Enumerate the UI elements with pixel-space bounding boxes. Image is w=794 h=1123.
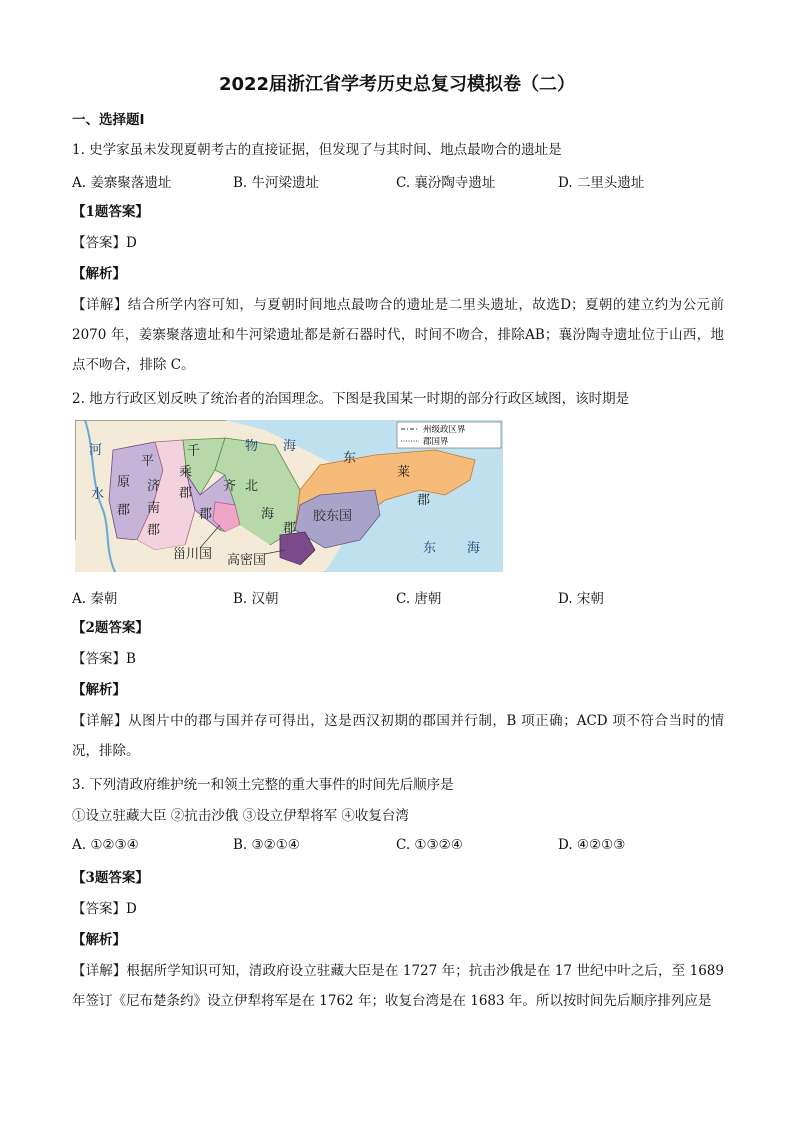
map-label-bohai-2: 海 <box>283 439 297 454</box>
map-label-qiancheng-1: 千 <box>187 444 201 459</box>
q2-stem: 2. 地方行政区划反映了统治者的治国理念。下图是我国某一时期的部分行政区域图，该时期是 <box>72 391 630 407</box>
q1-answer: 【答案】D <box>72 235 137 251</box>
q2-analysis-tag: 【解析】 <box>72 682 126 698</box>
q2-option-d: D. 宋朝 <box>558 591 604 607</box>
q1-stem: 1. 史学家虽未发现夏朝考古的直接证据，但发现了与其时间、地点最吻合的遗址是 <box>72 142 562 158</box>
q2-option-c: C. 唐朝 <box>396 591 442 607</box>
q3-option-c: C. ①③②④ <box>396 837 463 853</box>
q3-stem: 3. 下列清政府维护统一和领土完整的重大事件的时间先后顺序是 <box>72 777 454 793</box>
q3-analysis-tag: 【解析】 <box>72 932 126 948</box>
legend-commandery-boundary: 郡国界 <box>423 437 449 447</box>
q3-detail: 【详解】根据所学知识可知，清政府设立驻藏大臣是在 1727 年；抗击沙俄是在 17 世纪中叶之后，至 1689 年签订《尼布楚条约》设立伊犁将军是在 1762 年；收复台湾是在 1683 年。所以按时间先后顺序排列应是 <box>72 963 724 1009</box>
map-label-he: 河 <box>89 443 103 458</box>
q3-answer: 【答案】D <box>72 901 137 917</box>
page-title: 2022届浙江省学考历史总复习模拟卷（二） <box>218 74 576 95</box>
historical-map <box>75 420 503 572</box>
q3-title-tag: 【3题答案】 <box>72 870 149 886</box>
q3-items: ①设立驻藏大臣 ②抗击沙俄 ③设立伊犁将军 ④收复台湾 <box>72 808 409 824</box>
map-label-zichuan: 甾川国 <box>173 547 213 562</box>
q2-title-tag: 【2题答案】 <box>72 620 149 636</box>
map-label-jiaodong: 胶东国 <box>313 509 353 524</box>
map-label-qi-2: 郡 <box>199 507 213 522</box>
map-label-bohai-1: 物 <box>245 439 259 454</box>
map-label-qi-1: 齐 <box>223 479 237 494</box>
map-label-pingyuan-1: 平 <box>141 454 155 469</box>
q1-analysis-tag: 【解析】 <box>72 266 126 282</box>
q1-option-a: A. 姜寨聚落遗址 <box>72 175 172 191</box>
q2-answer: 【答案】B <box>72 651 136 667</box>
map-label-qiancheng-2: 乘 <box>179 465 193 480</box>
q1-option-b: B. 牛河梁遗址 <box>233 175 320 191</box>
map-label-shui: 水 <box>91 487 105 502</box>
q2-option-b: B. 汉朝 <box>233 591 279 607</box>
map-label-donglai-3: 郡 <box>417 493 431 508</box>
map-label-donghai-1: 东 <box>423 541 437 556</box>
q1-detail: 【详解】结合所学内容可知，与夏朝时间地点最吻合的遗址是二里头遗址，故选D；夏朝的建立约为公元前 2070 年，姜寨聚落遗址和牛河梁遗址都是新石器时代，时间不吻合，排除AB；襄汾陶寺遗址位于山西，地点不吻合，排除 C。 <box>72 297 724 373</box>
q1-option-c: C. 襄汾陶寺遗址 <box>396 175 496 191</box>
map-label-pingyuan-2: 原 <box>117 475 131 490</box>
map-label-donglai-2: 莱 <box>397 465 411 480</box>
q3-option-d: D. ④②①③ <box>558 837 626 853</box>
map-label-beihai-1: 北 <box>245 479 259 494</box>
q2-detail: 【详解】从图片中的郡与国并存可得出，这是西汉初期的郡国并行制，B 项正确；ACD 项不符合当时的情况，排除。 <box>72 713 724 759</box>
map-label-jinan-1: 济 <box>147 479 161 494</box>
q2-option-a: A. 秦朝 <box>72 591 118 607</box>
legend-state-boundary: 州级政区界 <box>423 425 466 435</box>
map-label-donglai-1: 东 <box>343 451 357 466</box>
map-label-jinan-2: 南 <box>147 501 161 516</box>
section-heading: 一、选择题Ⅰ <box>72 112 145 128</box>
map-label-pingyuan-3: 郡 <box>117 503 131 518</box>
map-label-jinan-3: 郡 <box>147 523 161 538</box>
map-label-donghai-2: 海 <box>467 541 481 556</box>
q1-option-d: D. 二里头遗址 <box>558 175 645 191</box>
map-label-gaomi: 高密国 <box>227 553 267 568</box>
q3-option-a: A. ①②③④ <box>72 837 139 853</box>
map-label-beihai-2: 海 <box>261 507 275 522</box>
map-label-beihai-3: 郡 <box>283 521 297 536</box>
q3-option-b: B. ③②①④ <box>233 837 300 853</box>
q1-title-tag: 【1题答案】 <box>72 204 149 220</box>
map-label-qiancheng-3: 郡 <box>179 486 193 501</box>
